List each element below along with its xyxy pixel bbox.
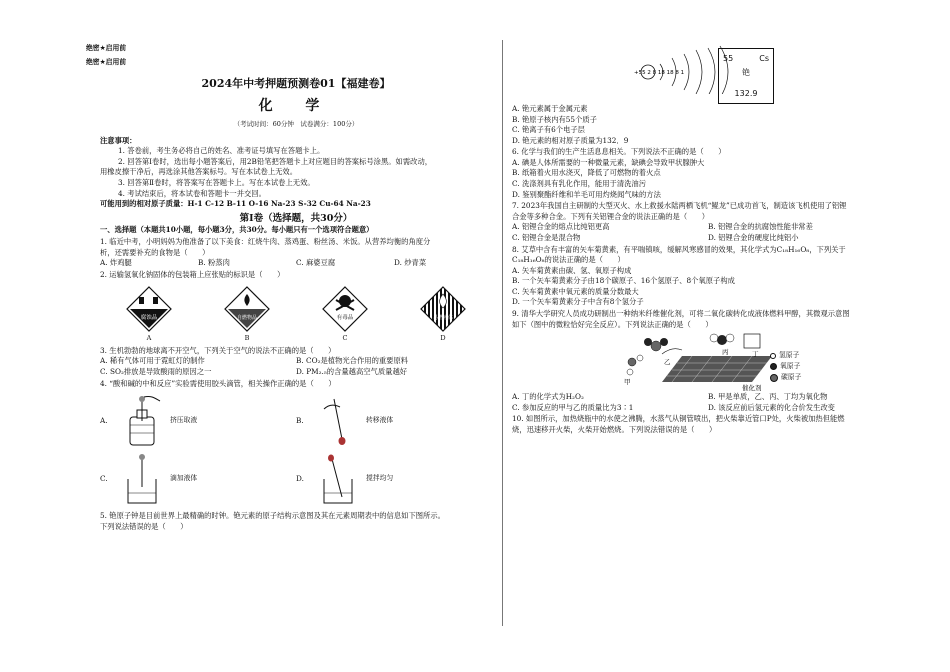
- sign-letter: C: [342, 334, 348, 343]
- exam-info: （考试时间：60分钟 试卷满分：100分）: [233, 120, 359, 129]
- svg-text:自燃物品: 自燃物品: [236, 315, 258, 322]
- q5-option-c: C. 铯离子有6个电子层: [512, 125, 585, 135]
- notice-item: 用橡皮擦干净后，再选涂其他答案标号。写在本试卷上无效。: [100, 167, 298, 177]
- flame-icon: [224, 286, 270, 332]
- q1-option-a: A. 炸鸡腿: [100, 258, 132, 268]
- q7-stem: 合金等多种合金。下列有关铝锂合金的说法正确的是（ ）: [512, 211, 710, 221]
- q2-stem: 2. 运输氢氧化钠固体的包装箱上应张贴的标识是（ ）: [100, 269, 285, 279]
- q5-stem: 5. 铯原子钟是目前世界上最精确的时钟。铯元素的原子结构示意图及其在元素周期表中的信息如下图所示。: [100, 511, 445, 521]
- sign-letter: B: [244, 334, 250, 343]
- part1-instruction: 一、选择题（本题共10小题，每小题3分，共30分。每小题只有一个选项符合题意）: [100, 225, 374, 235]
- secret-mark-1: 绝密★启用前: [86, 44, 127, 52]
- oxygen-atom-icon: [770, 363, 777, 370]
- q3-option-a: A. 稀有气体可用于霓虹灯的制作: [100, 356, 205, 366]
- svg-text:腐蚀品: 腐蚀品: [140, 315, 158, 322]
- column-divider: [502, 40, 503, 626]
- q5-option-b: B. 铯原子核内有55个质子: [512, 114, 597, 124]
- sign-letter: A: [146, 334, 152, 343]
- q9-option-a: A. 丁的化学式为H₂O₂: [512, 392, 584, 402]
- question-7: [512, 201, 904, 243]
- reagent-bottle-icon: [120, 395, 164, 447]
- dropper-icon: [316, 395, 360, 447]
- corrosive-icon: [126, 286, 172, 332]
- q6-option-a: A. 碘是人体所需要的一种微量元素，缺碘会导致甲状腺肿大: [512, 157, 705, 167]
- question-2: [100, 270, 492, 344]
- svg-text:+55 2 8 18 18 8 1: +55 2 8 18 18 8 1: [634, 70, 685, 76]
- beaker-stir-icon: [316, 453, 360, 505]
- q9-legend: 氢原子 氧原子 碳原子: [770, 350, 801, 383]
- q5-option-d: D. 铯元素的相对原子质量为132．9: [512, 135, 629, 145]
- notice-item: 4. 考试结束后，将本试卷和答题卡一并交回。: [118, 188, 266, 198]
- q1-option-c: C. 麻婆豆腐: [296, 258, 336, 268]
- q3-stem: 3. 生机勃勃的地球离不开空气，下列关于空气的说法不正确的是（ ）: [100, 345, 336, 355]
- q9-option-b: B. 甲是单质，乙、丙、丁均为氧化物: [708, 392, 828, 402]
- svg-text:易燃液体: 易燃液体: [432, 315, 454, 322]
- q1-stem: 析，还需要补充的食物是（ ）: [100, 247, 210, 257]
- hazard-sign-corrosive: [126, 286, 172, 343]
- q6-option-b: B. 纸箱着火用水浇灭，降低了可燃物的着火点: [512, 168, 661, 178]
- atomic-masses: 可能用到的相对原子质量：H-1 C-12 B-11 O-16 Na-23 S-32 Cu-64 Na-23: [100, 199, 371, 209]
- question-6: [512, 147, 904, 200]
- svg-text:乙: 乙: [664, 358, 671, 367]
- q3-option-d: D. PM₂.₅的含量越高空气质量越好: [296, 366, 408, 376]
- atomic-mass: 132.9: [734, 89, 758, 99]
- question-3: [100, 346, 492, 378]
- notice-title: 注意事项：: [100, 135, 137, 145]
- q7-stem: 7. 2023年我国自主研制的大型灭火、水上救援水陆两栖飞机“鲲龙”已成功首飞，制造该飞机使用了铝锂: [512, 201, 847, 211]
- part1-title: 第Ⅰ卷（选择题，共30分）: [239, 212, 353, 224]
- q1-option-b: B. 粉蒸肉: [198, 258, 230, 268]
- carbon-atom-icon: [770, 374, 778, 382]
- sign-letter: D: [440, 334, 446, 343]
- exam-title: 2024年中考押题预测卷01【福建卷】: [201, 77, 391, 90]
- q8-stem: C₁₈H₁₆O₈的说法正确的是（ ）: [512, 255, 625, 265]
- hydrogen-atom-icon: [770, 353, 776, 359]
- svg-text:甲: 甲: [624, 378, 631, 387]
- q8-stem: 8. 艾草中含有丰富的矢车菊黄素，有平喘镇咳，缓解风寒感冒的效果，其化学式为C₁₈H₁₆O₈，下列关于: [512, 244, 846, 254]
- skull-icon: [322, 286, 368, 332]
- svg-text:有毒品: 有毒品: [336, 315, 354, 322]
- element-symbol: Cs: [759, 54, 769, 63]
- hazard-sign-flammable: [420, 286, 466, 343]
- hazard-sign-spontaneous: [224, 286, 270, 343]
- q7-option-c: C. 铝锂合金是混合物: [512, 232, 581, 242]
- q4-option-c: C. 滴加液体: [100, 453, 296, 505]
- periodic-table-card: [718, 48, 774, 104]
- secret-mark-2: 绝密★启用前: [86, 58, 127, 66]
- q9-figure: [512, 332, 904, 392]
- svg-text:丙: 丙: [722, 348, 729, 357]
- q1-option-d: D. 炒青菜: [394, 258, 427, 268]
- flame-icon: [420, 286, 466, 332]
- subject-title: 化 学: [258, 97, 334, 114]
- beaker-icon: [120, 453, 164, 505]
- q5-option-a: A. 铯元素属于金属元素: [512, 104, 588, 113]
- q3-option-c: C. SO₂排放是导致酸雨的原因之一: [100, 366, 212, 376]
- question-4: [100, 379, 492, 506]
- q9-option-d: D. 该反应前后氢元素的化合价发生改变: [708, 402, 835, 412]
- q3-option-b: B. CO₂是植物光合作用的重要原料: [296, 356, 409, 366]
- q4-stem: 4. “酸和碱的中和反应”实验需使用胶头滴管，相关操作正确的是（ ）: [100, 378, 336, 388]
- question-5: [100, 511, 492, 532]
- element-name: 铯: [742, 68, 750, 77]
- atomic-number: 55: [723, 54, 734, 63]
- notice-item: 3. 回答第Ⅱ卷时，将答案写在答题卡上。写在本试卷上无效。: [118, 177, 315, 187]
- notice-item: 2. 回答第Ⅰ卷时，选出每小题答案后，用2B铅笔把答题卡上对应题目的答案标号涂黑。如需改动，: [118, 156, 433, 166]
- q8-option-c: C. 矢车菊黄素中氧元素的质量分数最大: [512, 286, 639, 296]
- q6-option-c: C. 洗涤剂具有乳化作用，能用于清洗油污: [512, 179, 647, 189]
- left-column: [100, 42, 492, 532]
- svg-text:丁: 丁: [752, 350, 759, 359]
- question-1: [100, 237, 492, 269]
- q6-stem: 6. 化学与我们的生产生活息息相关。下列说法不正确的是（ ）: [512, 147, 726, 157]
- q4-option-d: D. 搅拌均匀: [296, 453, 492, 505]
- q1-stem: 1. 临近中考，小明妈妈为他准备了以下美食：红烧牛肉、蒸鸡蛋、粉丝汤、米饭。从营养均衡的角度分: [100, 237, 431, 247]
- q4-option-a: A. 挤压取液: [100, 395, 296, 447]
- q10-stem: 烧，迅速移开火柴，火柴开始燃烧。下列说法错误的是（ ）: [512, 424, 717, 434]
- q7-option-d: D. 铝锂合金的硬度比纯铝小: [708, 232, 799, 242]
- q8-option-b: B. 一个矢车菊黄素分子由18个碳原子、16个氢原子、8个氧原子构成: [512, 276, 735, 286]
- catalyst-micro-diagram: [602, 332, 842, 392]
- q8-option-a: A. 矢车菊黄素由碳、氢、氧原子构成: [512, 265, 632, 275]
- q9-option-c: C. 参加反应的甲与乙的质量比为3∶1: [512, 402, 634, 412]
- q10-stem: 10. 如图所示，加热烧瓶中的水使之沸腾，水蒸气从铜管喷出，把火柴靠近管口P处，火柴被加热但能燃: [512, 414, 845, 424]
- notice-item: 1. 答卷前，考生务必将自己的姓名、准考证号填写在答题卡上。: [118, 146, 325, 156]
- hazard-sign-toxic: [322, 286, 368, 343]
- q8-option-d: D. 一个矢车菊黄素分子中含有8个氢分子: [512, 297, 644, 307]
- q4-option-b: B. 转移液体: [296, 395, 492, 447]
- q7-option-b: B. 铝锂合金的抗腐蚀性能非常差: [708, 222, 813, 232]
- q9-stem: 如下（图中的微粒恰好完全反应）。下列说法正确的是（ ）: [512, 319, 713, 329]
- right-column: [512, 42, 904, 435]
- svg-text:催化剂: 催化剂: [742, 384, 762, 393]
- question-10: [512, 414, 904, 435]
- question-8: [512, 245, 904, 308]
- q6-option-d: D. 鉴别聚酯纤维和羊毛可用灼烧闻气味的方法: [512, 189, 661, 199]
- q7-option-a: A. 铝锂合金的熔点比纯铝更高: [512, 222, 610, 232]
- q5-stem: 下列说法错误的是（ ）: [100, 521, 188, 531]
- question-9: [512, 309, 904, 413]
- q9-stem: 9. 清华大学研究人员成功研制出一种纳米纤维催化剂，可将二氧化碳转化成液体燃料甲醇，其微观示意图: [512, 308, 850, 318]
- q5-figure: [512, 42, 904, 104]
